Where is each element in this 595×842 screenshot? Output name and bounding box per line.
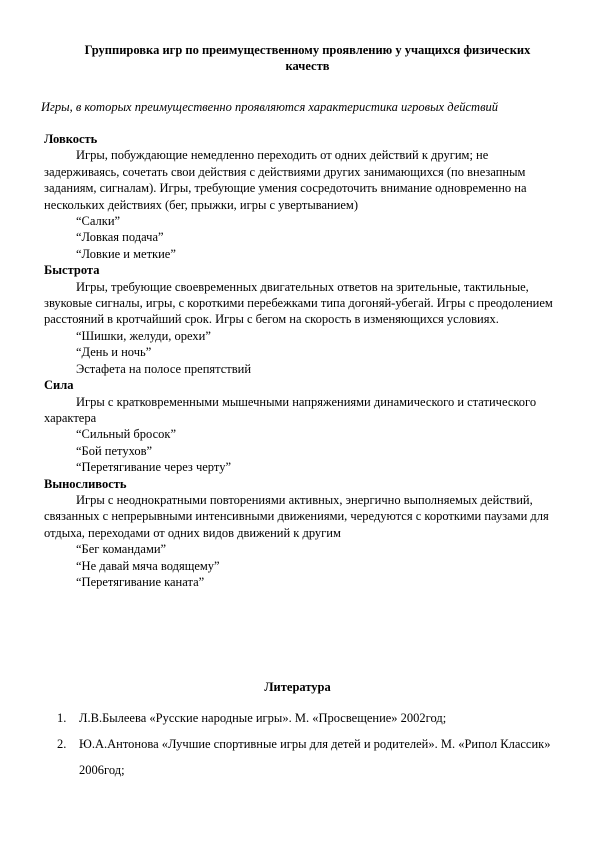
- game-item: “Бег командами”: [76, 542, 167, 557]
- literature-list: [57, 705, 562, 783]
- game-item: “День и ночь”: [76, 345, 152, 360]
- section-heading: Сила: [44, 378, 74, 393]
- game-item: “Ловкие и меткие”: [76, 246, 176, 261]
- literature-item: [57, 731, 562, 783]
- section-heading: Выносливость: [44, 476, 127, 491]
- title-line-1: Группировка игр по преимущественному проявлению у учащихся физических: [84, 43, 531, 57]
- literature-item-number: 1.: [57, 711, 67, 725]
- game-item: “Перетягивание через черту”: [76, 460, 231, 475]
- literature-item-text: Л.В.Былеева «Русские народные игры». М. «Просвещение» 2002год;: [79, 711, 447, 725]
- section-heading: Быстрота: [44, 263, 100, 278]
- literature-item: [57, 705, 562, 731]
- section-paragraph: Игры с неоднократными повторениями активных, энергично выполняемых действий, связанных с непрерывными интенсивными движениями, чередуются с короткими паузами для отдыха, переходами от одних видов движений к другим: [44, 492, 549, 540]
- section-paragraph: Игры, побуждающие немедленно переходить от одних действий к другим; не задерживаясь, сочетать свои действия с действиями других занимающихся (по внезапным заданиям, сигналам). Игры, требующие умения сосредоточить внимание одновременно на нескольких действиях (бег, прыжки, игры с увертыванием): [44, 148, 527, 212]
- literature-title: Литература: [264, 680, 331, 694]
- literature-item-text: Ю.А.Антонова «Лучшие спортивные игры для детей и родителей». М. «Рипол Классик» 2006год;: [79, 737, 551, 777]
- document-title: [40, 42, 575, 74]
- section-strength: [44, 377, 554, 475]
- title-line-2: качеств: [285, 59, 330, 73]
- document-subtitle: Игры, в которых преимущественно проявляются характеристика игровых действий: [41, 100, 498, 114]
- game-item: Эстафета на полосе препятствий: [76, 361, 252, 376]
- game-item: “Ловкая подача”: [76, 230, 164, 245]
- section-speed: [44, 262, 554, 377]
- game-item: “Салки”: [76, 214, 121, 229]
- section-heading: Ловкость: [44, 132, 98, 146]
- section-paragraph: Игры, требующие своевременных двигательных ответов на зрительные, тактильные, звуковые сигналы, игры, с короткими перебежками типа догоняй-убегай. Игры с преодолением расстояний в кротчайший срок. Игры с бегом на скорость в изменяющихся условиях.: [44, 279, 553, 327]
- section-endurance: [44, 476, 554, 591]
- game-item: “Шишки, желуди, орехи”: [76, 328, 211, 343]
- game-item: “Не давай мяча водящему”: [76, 558, 220, 573]
- game-item: “Перетягивание каната”: [76, 574, 205, 589]
- document-body: [44, 131, 554, 590]
- section-paragraph: Игры с кратковременными мышечными напряжениями динамического и статического характера: [44, 394, 537, 425]
- game-item: “Сильный бросок”: [76, 427, 177, 442]
- game-item: “Бой петухов”: [76, 443, 153, 458]
- section-dexterity: [44, 131, 554, 262]
- literature-item-number: 2.: [57, 737, 67, 751]
